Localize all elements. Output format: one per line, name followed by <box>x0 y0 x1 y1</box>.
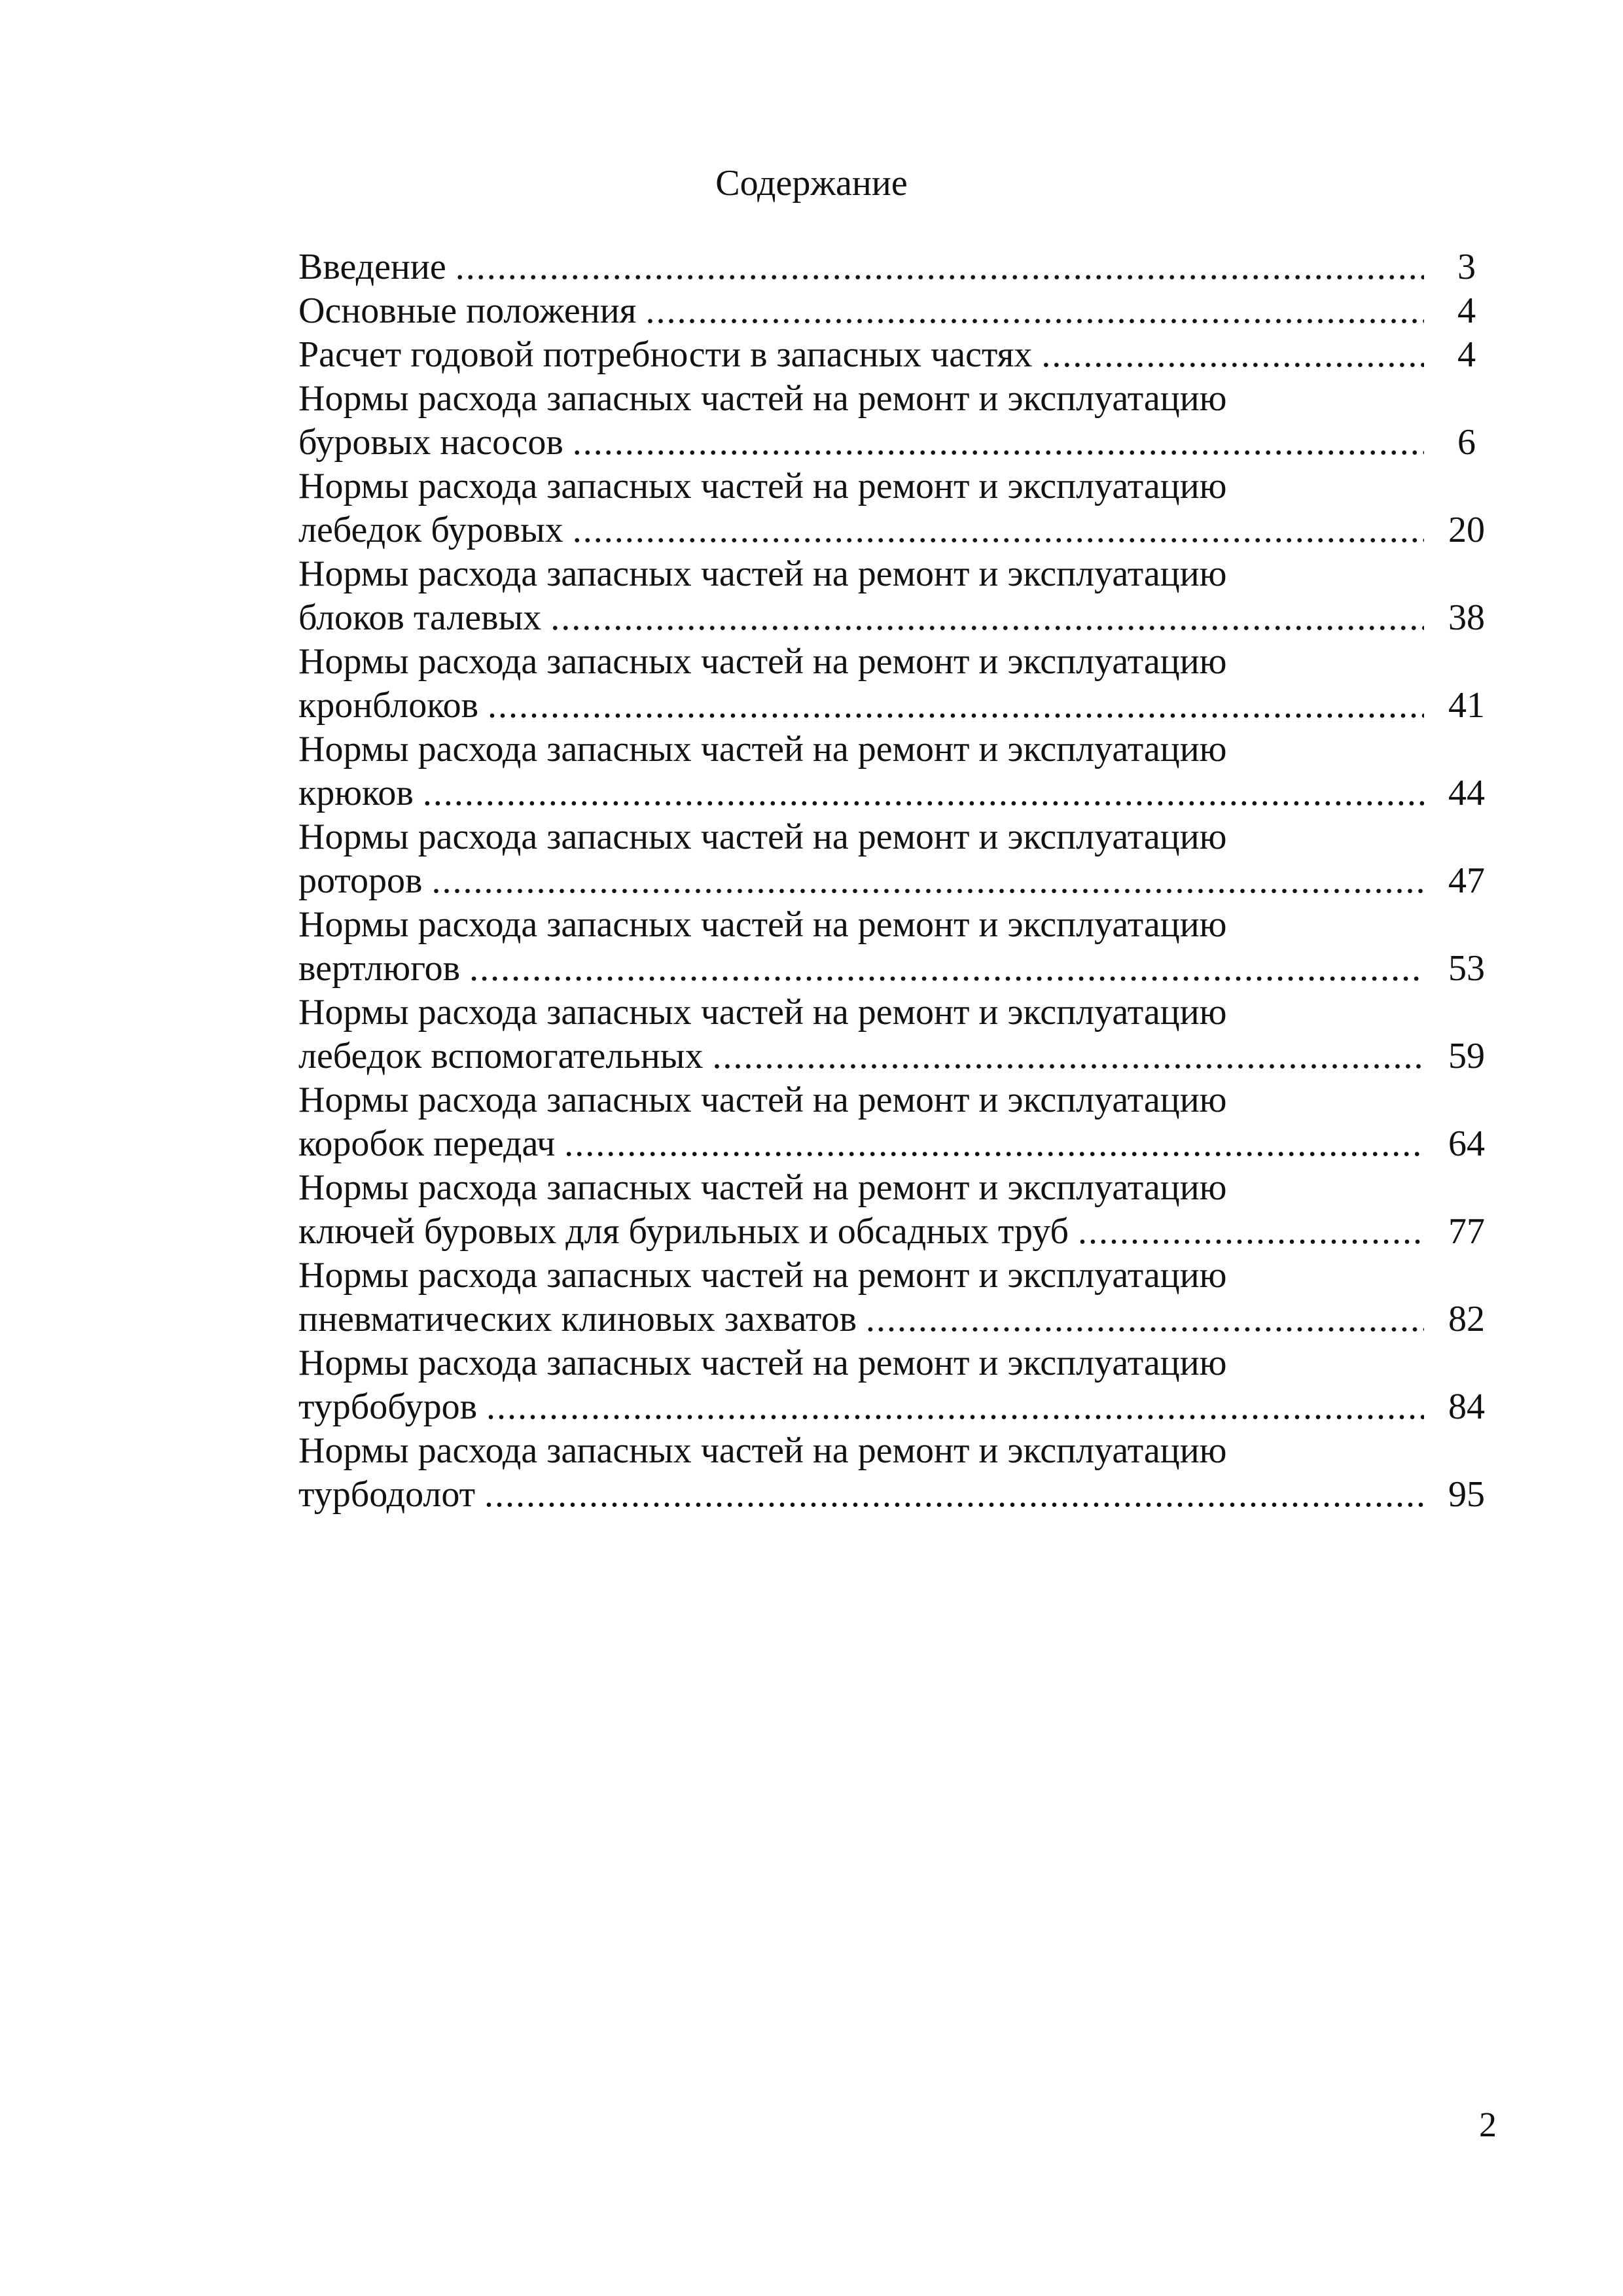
toc-list <box>298 245 1503 1517</box>
toc-entry-page: 82 <box>1448 1299 1485 1339</box>
toc-entry-page: 4 <box>1457 334 1476 375</box>
toc-entry-text: буровых насосов <box>298 422 563 463</box>
toc-entry-first-line: Нормы расхода запасных частей на ремонт и эксплуатацию <box>298 641 1227 682</box>
toc-entry-page: 6 <box>1457 422 1476 463</box>
toc-dot-leader <box>488 684 1424 728</box>
toc-entry-text: лебедок вспомогательных <box>298 1036 704 1076</box>
toc-entry-page: 41 <box>1448 685 1485 726</box>
toc-entry-text: турбодолот <box>298 1474 476 1515</box>
toc-entry-line <box>298 245 1503 289</box>
toc-entry-page: 44 <box>1448 773 1485 813</box>
toc-entry-page: 64 <box>1448 1123 1485 1164</box>
toc-entry[interactable] <box>298 289 1503 333</box>
toc-entry-text: пневматических клиновых захватов <box>298 1299 857 1339</box>
toc-entry-page: 77 <box>1448 1211 1485 1252</box>
toc-entry[interactable] <box>298 640 1503 728</box>
toc-entry-page: 84 <box>1448 1386 1485 1427</box>
toc-entry[interactable] <box>298 903 1503 991</box>
toc-entry-line <box>298 421 1503 465</box>
toc-entry-line <box>298 1385 1503 1429</box>
toc-entry-first-line: Нормы расхода запасных частей на ремонт и эксплуатацию <box>298 1255 1227 1296</box>
toc-entry-text: роторов <box>298 860 423 901</box>
toc-entry-line <box>298 1210 1503 1254</box>
toc-dot-leader <box>573 421 1424 465</box>
toc-entry-page: 95 <box>1448 1474 1485 1515</box>
toc-entry[interactable] <box>298 1429 1503 1517</box>
toc-entry-line <box>298 859 1503 903</box>
toc-dot-leader <box>712 1034 1424 1078</box>
toc-dot-leader <box>1041 333 1424 377</box>
toc-entry-page: 59 <box>1448 1036 1485 1076</box>
toc-entry-first-line: Нормы расхода запасных частей на ремонт и эксплуатацию <box>298 378 1227 419</box>
toc-entry-text: турбобуров <box>298 1386 478 1427</box>
toc-entry-text: крюков <box>298 773 414 813</box>
toc-entry[interactable] <box>298 377 1503 465</box>
toc-entry-line <box>298 596 1503 640</box>
toc-dot-leader <box>423 771 1424 815</box>
toc-entry[interactable] <box>298 1254 1503 1341</box>
page-number: 2 <box>1479 2105 1497 2144</box>
toc-entry[interactable] <box>298 815 1503 903</box>
toc-entry-first-line: Нормы расхода запасных частей на ремонт и эксплуатацию <box>298 817 1227 857</box>
toc-entry-page: 38 <box>1448 597 1485 638</box>
toc-entry[interactable] <box>298 1078 1503 1166</box>
toc-entry[interactable] <box>298 245 1503 289</box>
toc-entry-first-line: Нормы расхода запасных частей на ремонт и эксплуатацию <box>298 554 1227 594</box>
toc-entry-line <box>298 1473 1503 1517</box>
toc-entry[interactable] <box>298 465 1503 552</box>
toc-entry[interactable] <box>298 728 1503 815</box>
toc-entry-line <box>298 771 1503 815</box>
toc-entry-line <box>298 1298 1503 1341</box>
toc-entry-first-line: Нормы расхода запасных частей на ремонт и эксплуатацию <box>298 1080 1227 1120</box>
toc-entry-first-line: Нормы расхода запасных частей на ремонт и эксплуатацию <box>298 1343 1227 1383</box>
toc-entry-first-line: Нормы расхода запасных частей на ремонт и эксплуатацию <box>298 992 1227 1033</box>
toc-entry[interactable] <box>298 1166 1503 1254</box>
toc-dot-leader <box>431 859 1424 903</box>
toc-entry-page: 47 <box>1448 860 1485 901</box>
toc-entry-text: Основные положения <box>298 291 637 331</box>
toc-entry-line <box>298 684 1503 728</box>
toc-entry-first-line: Нормы расхода запасных частей на ремонт и эксплуатацию <box>298 904 1227 945</box>
toc-entry-first-line: Нормы расхода запасных частей на ремонт и эксплуатацию <box>298 1430 1227 1471</box>
toc-entry-line <box>298 333 1503 377</box>
toc-entry-text: коробок передач <box>298 1123 556 1164</box>
toc-dot-leader <box>1078 1210 1424 1254</box>
toc-dot-leader <box>469 947 1424 991</box>
toc-dot-leader <box>550 596 1424 640</box>
toc-entry[interactable] <box>298 333 1503 377</box>
toc-entry-first-line: Нормы расхода запасных частей на ремонт и эксплуатацию <box>298 466 1227 506</box>
toc-entry-page: 3 <box>1457 247 1476 287</box>
toc-entry-line <box>298 947 1503 991</box>
toc-entry-text: лебедок буровых <box>298 510 563 550</box>
toc-entry[interactable] <box>298 991 1503 1078</box>
toc-dot-leader <box>486 1385 1424 1429</box>
toc-entry-page: 20 <box>1448 510 1485 550</box>
toc-entry-line <box>298 289 1503 333</box>
toc-entry-line <box>298 1122 1503 1166</box>
toc-entry[interactable] <box>298 552 1503 640</box>
toc-entry-page: 53 <box>1448 948 1485 989</box>
toc-entry-text: вертлюгов <box>298 948 461 989</box>
toc-dot-leader <box>564 1122 1424 1166</box>
toc-dot-leader <box>866 1298 1424 1341</box>
toc-entry-page: 4 <box>1457 291 1476 331</box>
toc-dot-leader <box>573 508 1424 552</box>
toc-entry-text: Введение <box>298 247 446 287</box>
toc-title: Содержание <box>715 163 908 203</box>
toc-dot-leader <box>484 1473 1424 1517</box>
toc-entry-line <box>298 508 1503 552</box>
toc-dot-leader <box>645 289 1424 333</box>
toc-entry-text: Расчет годовой потребности в запасных частях <box>298 334 1033 375</box>
toc-entry[interactable] <box>298 1341 1503 1429</box>
toc-entry-text: ключей буровых для бурильных и обсадных труб <box>298 1211 1069 1252</box>
toc-entry-first-line: Нормы расхода запасных частей на ремонт и эксплуатацию <box>298 1167 1227 1208</box>
toc-entry-first-line: Нормы расхода запасных частей на ремонт и эксплуатацию <box>298 729 1227 769</box>
toc-entry-text: кронблоков <box>298 685 479 726</box>
toc-entry-text: блоков талевых <box>298 597 542 638</box>
toc-dot-leader <box>455 245 1424 289</box>
toc-entry-line <box>298 1034 1503 1078</box>
